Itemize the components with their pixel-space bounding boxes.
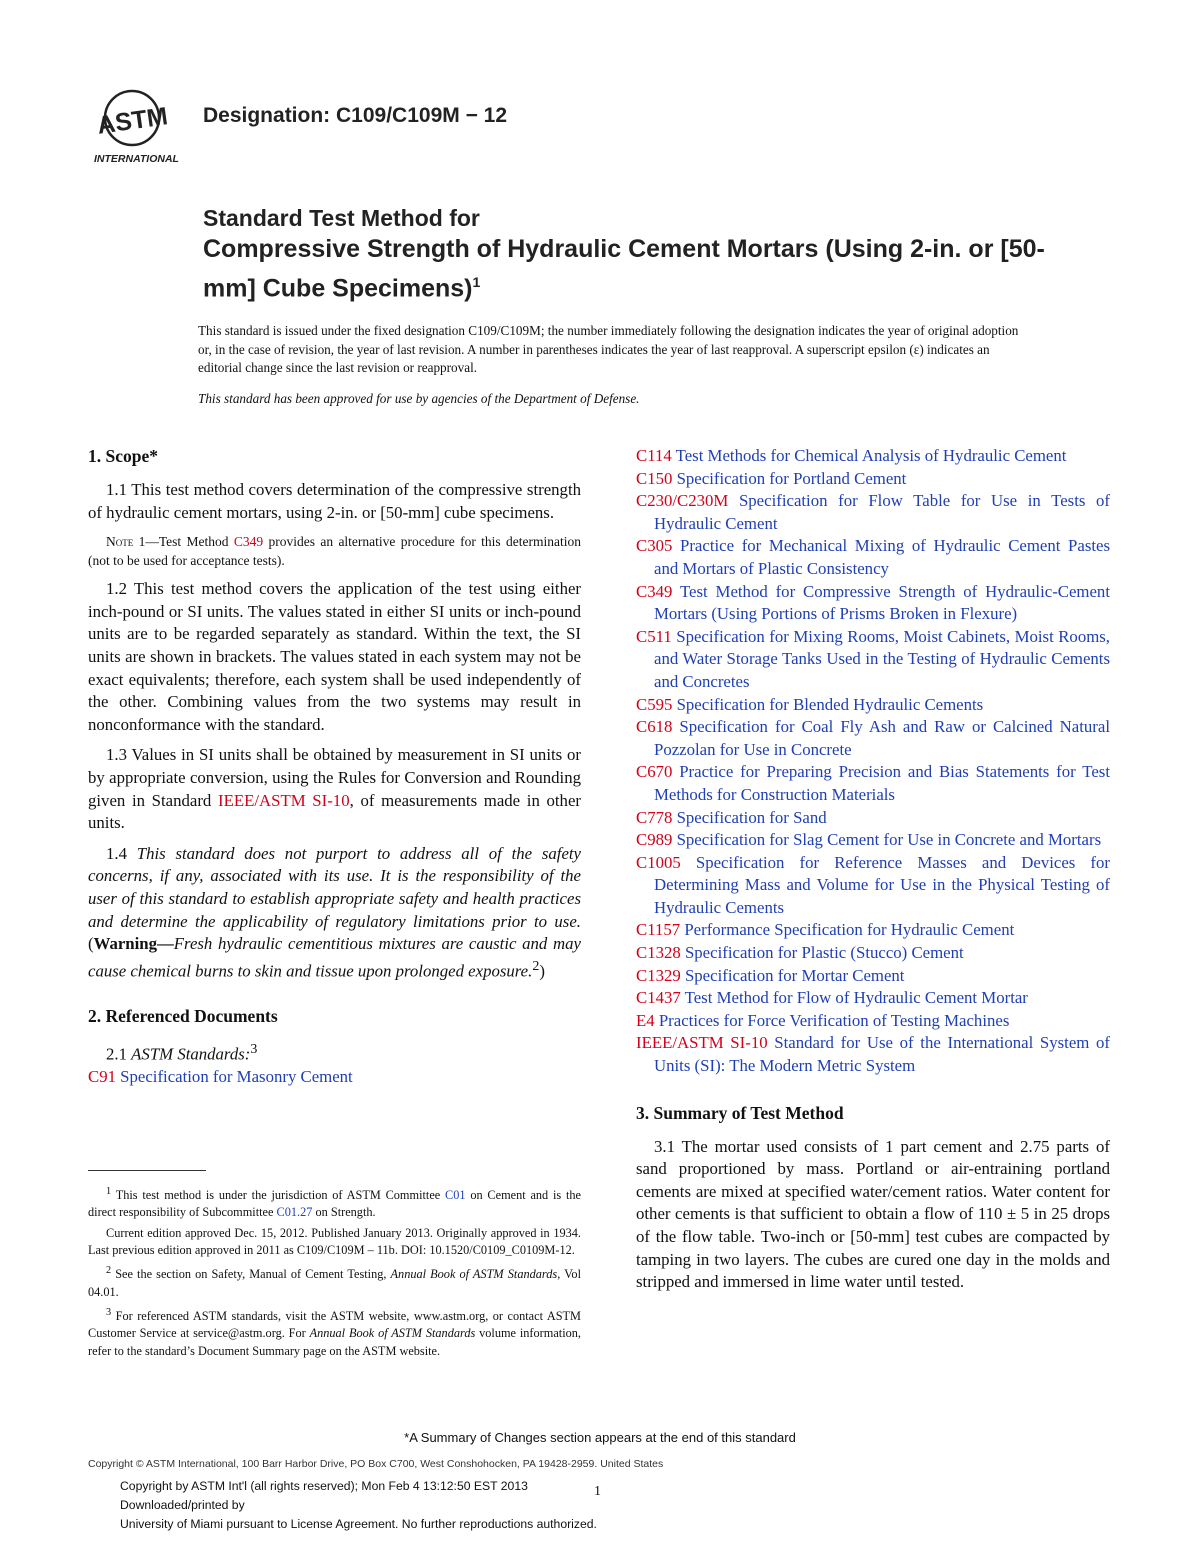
left-column (88, 445, 581, 1089)
reference-item[interactable] (636, 468, 1110, 491)
reference-code: C305 (636, 536, 673, 556)
scope-note-1: Note 1—Test Method C349 provides an alternative procedure for this determination (not to be used for acceptance tests). (88, 534, 582, 569)
reference-item[interactable] (636, 535, 1110, 580)
reference-item[interactable] (636, 445, 1110, 468)
reference-code: C150 (636, 468, 673, 488)
summary-3-1: 3.1 The mortar used consists of 1 part cement and 2.75 parts of sand proportioned by mass. Portland or air-entraining portland cements are mixed at specified water/cement ratios. Water content for other cements is that sufficient to obtain a flow of 110 ± 5 in 25 drops of the flow table. Two-inch or [50-mm] test cubes are compacted by tamping in two layers. The cubes are cured one day in the molds and stripped and immersed in lime water until tested. (636, 1136, 1110, 1292)
reference-code: C1005 (636, 852, 681, 872)
reference-item[interactable] (636, 852, 1110, 920)
title-text: Compressive Strength of Hydraulic Cement Mortars (Using 2-in. or [50-mm] Cube Specimens) (203, 235, 1045, 303)
scope-heading: 1. Scope* (88, 446, 158, 466)
reference-list-right (636, 445, 1110, 1078)
reference-title: Specification for Slag Cement for Use in Concrete and Mortars (672, 830, 1102, 850)
reference-item[interactable] (636, 919, 1110, 942)
stamp-line-2: Downloaded/printed by (120, 1498, 245, 1512)
title-footnote-mark: 1 (472, 274, 481, 290)
reference-title: Test Method for Flow of Hydraulic Cement Mortar (680, 988, 1028, 1008)
footnote-3: $^3$ For referenced ASTM standards, visit the ASTM website, www.astm.org, or contact ASTM Customer Service at service@astm.org. For Annual Book of ASTM Standards volume information, refer to the standard’s Document Summary page on the ASTM website. (88, 1306, 581, 1358)
reference-item[interactable] (636, 965, 1110, 988)
reference-title: Specification for Portland Cement (672, 468, 907, 488)
reference-code: C989 (636, 830, 673, 850)
footnote-2: $^2$ See the section on Safety, Manual of Cement Testing, Annual Book of ASTM Standards, Vol 04.01. (88, 1265, 581, 1299)
reference-title: Performance Specification for Hydraulic Cement (680, 920, 1015, 940)
warning-label: Warning— (93, 934, 174, 954)
link-ieee-astm-si10[interactable]: IEEE/ASTM SI-10 (218, 790, 350, 810)
reference-title: Specification for Sand (672, 807, 827, 827)
reference-item[interactable] (636, 581, 1110, 626)
footnotes (88, 1183, 581, 1363)
reference-code: C349 (636, 581, 673, 601)
reference-title: Specification for Plastic (Stucco) Cement (680, 943, 964, 963)
reference-list-left (88, 1066, 581, 1089)
referenced-heading: 2. Referenced Documents (88, 1005, 278, 1026)
scope-1-3: 1.3 Values in SI units shall be obtained by measurement in SI units or by appropriate conversion, using the Rules for Conversion and Rounding given in Standard IEEE/ASTM SI-10, of measurements made in other units. (88, 745, 581, 833)
reference-item[interactable] (636, 942, 1110, 965)
reference-title: Standard for Use of the International System of Units (SI): The Modern Metric System (654, 1033, 1110, 1076)
reference-title: Practice for Mechanical Mixing of Hydraulic Cement Pastes and Mortars of Plastic Consistency (654, 536, 1110, 578)
reference-title: Specification for Mortar Cement (680, 965, 905, 985)
note-label: Note 1 (106, 534, 146, 550)
reference-item[interactable] (636, 1010, 1110, 1033)
reference-title: Specification for Flow Table for Use in Tests of Hydraulic Cement (654, 491, 1110, 533)
reference-code: C1328 (636, 943, 681, 963)
right-column (636, 445, 1110, 1302)
reference-title: Practices for Force Verification of Testing Machines (654, 1010, 1010, 1030)
reference-title: Specification for Coal Fly Ash and Raw or Calcined Natural Pozzolan for Use in Concrete (654, 717, 1110, 759)
reference-item[interactable] (636, 1032, 1110, 1077)
reference-title: Specification for Reference Masses and Devices for Determining Mass and Volume for Use in the Physical Testing of Hydraulic Cements (654, 852, 1110, 917)
scope-1-1: 1.1 This test method covers determination of the compressive strength of hydraulic cement mortars, using 2-in. or [50-mm] cube specimens. (88, 480, 581, 522)
page-number: 1 (594, 1484, 601, 1499)
reference-code: C511 (636, 626, 672, 646)
summary-of-changes-note: *A Summary of Changes section appears at the end of this standard (404, 1430, 796, 1445)
reference-c91[interactable]: C91 Specification for Masonry Cement (88, 1067, 353, 1087)
reference-item[interactable] (636, 761, 1110, 806)
link-c01-27[interactable]: C01.27 (276, 1205, 313, 1220)
reference-code: C114 (636, 446, 672, 465)
title-block (203, 203, 1063, 305)
footnote-1: $^1$ This test method is under the jurisdiction of ASTM Committee C01 on Cement and is the direct responsibility of Subcommittee C01.27 on Strength. (88, 1186, 582, 1220)
reference-code: C670 (636, 762, 673, 782)
reference-code: C1437 (636, 988, 681, 1008)
scope-1-2: 1.2 This test method covers the application of the test using either inch-pound or SI units. The values stated in either SI units or inch-pound units are to be regarded separately as standard. Within the text, the SI units are shown in brackets. The values stated in each system may not be exact equivalents; therefore, each system shall be used independently of the other. Combining values from the two systems may result in nonconformance with the standard. (88, 579, 581, 734)
summary-heading: 3. Summary of Test Method (636, 1102, 844, 1123)
referenced-2-1: 2.1 ASTM Standards:$^3$ (106, 1041, 258, 1064)
reference-item[interactable] (636, 694, 1110, 717)
link-c349[interactable]: C349 (233, 534, 264, 550)
stamp-line-1: Copyright by ASTM Int'l (all rights reserved); Mon Feb 4 13:12:50 EST 2013 (120, 1479, 528, 1493)
reference-title: Test Methods for Chemical Analysis of Hydraulic Cement (671, 446, 1067, 465)
stamp-line-3: University of Miami pursuant to License Agreement. No further reproductions authorized. (120, 1517, 597, 1531)
svg-text:INTERNATIONAL: INTERNATIONAL (94, 153, 179, 165)
reference-code: C1329 (636, 965, 681, 985)
astm-logo-icon (92, 88, 188, 168)
reference-code: C618 (636, 717, 673, 737)
reference-code: IEEE/ASTM SI-10 (636, 1033, 768, 1053)
issuance-text: This standard is issued under the fixed designation C109/C109M; the number immediately following the designation indicates the year of original adoption or, in the case of revision, the year of last revision. A number in parentheses indicates the year of last reapproval. A superscript epsilon (ε) indicates an editorial change since the last revision or reapproval. (198, 323, 1019, 375)
footnote-divider (88, 1170, 206, 1171)
reference-item[interactable] (636, 807, 1110, 830)
reference-code: C778 (636, 807, 673, 827)
reference-item[interactable] (636, 987, 1110, 1010)
reference-code: C230/C230M (636, 491, 729, 511)
download-stamp (120, 1477, 597, 1534)
astm-logo (92, 88, 188, 168)
reference-title: Test Method for Compressive Strength of Hydraulic-Cement Mortars (Using Portions of Prisms Broken in Flexure) (654, 581, 1110, 624)
svg-text:ASTM: ASTM (95, 102, 170, 140)
reference-item[interactable] (636, 716, 1110, 761)
reference-title: Specification for Mixing Rooms, Moist Cabinets, Moist Rooms, and Water Storage Tanks Used in the Testing of Hydraulic Cements and Concretes (654, 626, 1110, 691)
title-main (203, 233, 1063, 305)
reference-item[interactable] (636, 490, 1110, 535)
reference-title: Practice for Preparing Precision and Bias Statements for Test Methods for Construction Materials (654, 762, 1110, 804)
scope-1-4: 1.4 This standard does not purport to address all of the safety concerns, if any, associated with its use. It is the responsibility of the user of this standard to establish appropriate safety and health practices and determine the applicability of regulatory limitations prior to use. (Warning—Fresh hydraulic cementitious mixtures are caustic and may cause chemical burns to skin and tissue upon prolonged exposure.$^2$) (88, 843, 581, 981)
reference-code: E4 (636, 1010, 655, 1030)
reference-code: C595 (636, 694, 673, 714)
reference-title: Specification for Blended Hydraulic Cements (672, 694, 984, 714)
designation: Designation: C109/C109M − 12 (203, 104, 508, 127)
link-c01[interactable]: C01 (445, 1188, 466, 1203)
footnote-1b: Current edition approved Dec. 15, 2012. Published January 2013. Originally approved in 1934. Last previous edition approved in 2011 as C109/C109M – 11b. DOI: 10.1520/C0109_C0109M-12. (88, 1225, 581, 1257)
title-line1: Standard Test Method for (203, 205, 480, 231)
reference-item[interactable] (636, 626, 1110, 694)
reference-item[interactable] (636, 829, 1110, 852)
copyright-line: Copyright © ASTM International, 100 Barr Harbor Drive, PO Box C700, West Conshohocken, PA 19428-2959. United States (88, 1458, 664, 1470)
dod-approval: This standard has been approved for use by agencies of the Department of Defense. (198, 390, 640, 406)
issuance-notice (198, 322, 1028, 408)
reference-code: C1157 (636, 920, 681, 940)
